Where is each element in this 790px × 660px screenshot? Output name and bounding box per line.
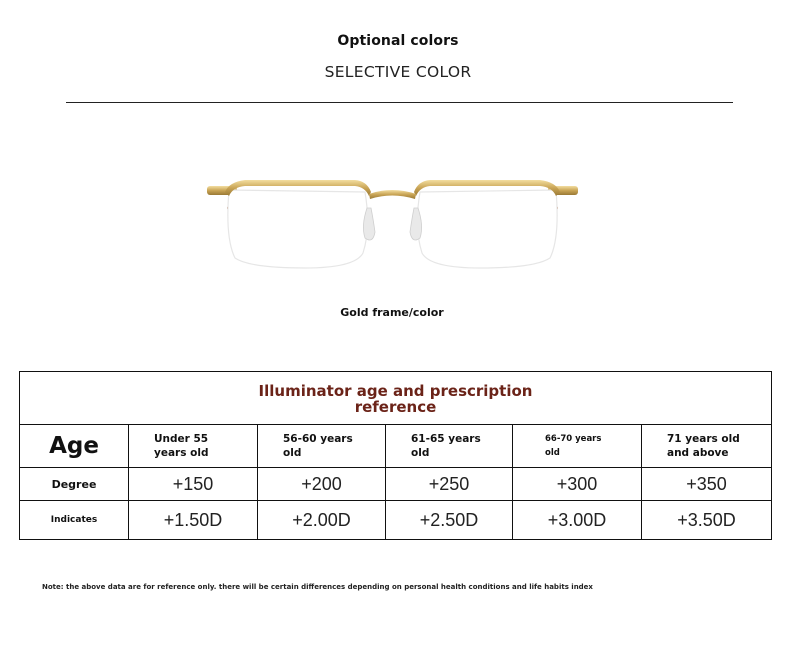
age-group: 66-70 years old: [545, 434, 602, 458]
indicates-value: +2.50D: [386, 501, 513, 540]
age-group-cell: [513, 425, 642, 468]
indicates-value: +1.50D: [129, 501, 258, 540]
prescription-reference-table: [19, 371, 772, 540]
degree-value: +300: [513, 468, 642, 501]
degree-value: +350: [642, 468, 772, 501]
indicates-label: Indicates: [20, 501, 129, 540]
table-title: Illuminator age and prescription reference: [258, 382, 533, 416]
degree-label: Degree: [20, 468, 129, 501]
degree-value: +150: [129, 468, 258, 501]
age-group: 56-60 years old: [283, 433, 353, 459]
indicates-value: +3.00D: [513, 501, 642, 540]
indicates-value: +2.00D: [258, 501, 386, 540]
table-title-cell: [20, 372, 772, 425]
degree-value: +250: [386, 468, 513, 501]
age-group-cell: [386, 425, 513, 468]
age-group-cell: [642, 425, 772, 468]
age-group: 71 years old and above: [667, 433, 740, 459]
table-row-age: [20, 425, 772, 468]
table-row-indicates: [20, 501, 772, 540]
gold-glasses-image: [205, 168, 580, 276]
age-group: Under 55 years old: [154, 433, 209, 459]
degree-value: +200: [258, 468, 386, 501]
age-group: 61-65 years old: [411, 433, 481, 459]
disclaimer-note: Note: the above data are for reference only. there will be certain differences depending on personal health conditions and life habits index: [42, 583, 593, 591]
section-title: Optional colors: [337, 33, 459, 49]
frame-color-caption: Gold frame/color: [340, 306, 444, 319]
section-subtitle: SELECTIVE COLOR: [324, 63, 472, 81]
age-group-cell: [258, 425, 386, 468]
age-group-cell: [129, 425, 258, 468]
indicates-value: +3.50D: [642, 501, 772, 540]
table-row-degree: [20, 468, 772, 501]
divider: [66, 102, 733, 103]
age-header: Age: [20, 425, 129, 468]
